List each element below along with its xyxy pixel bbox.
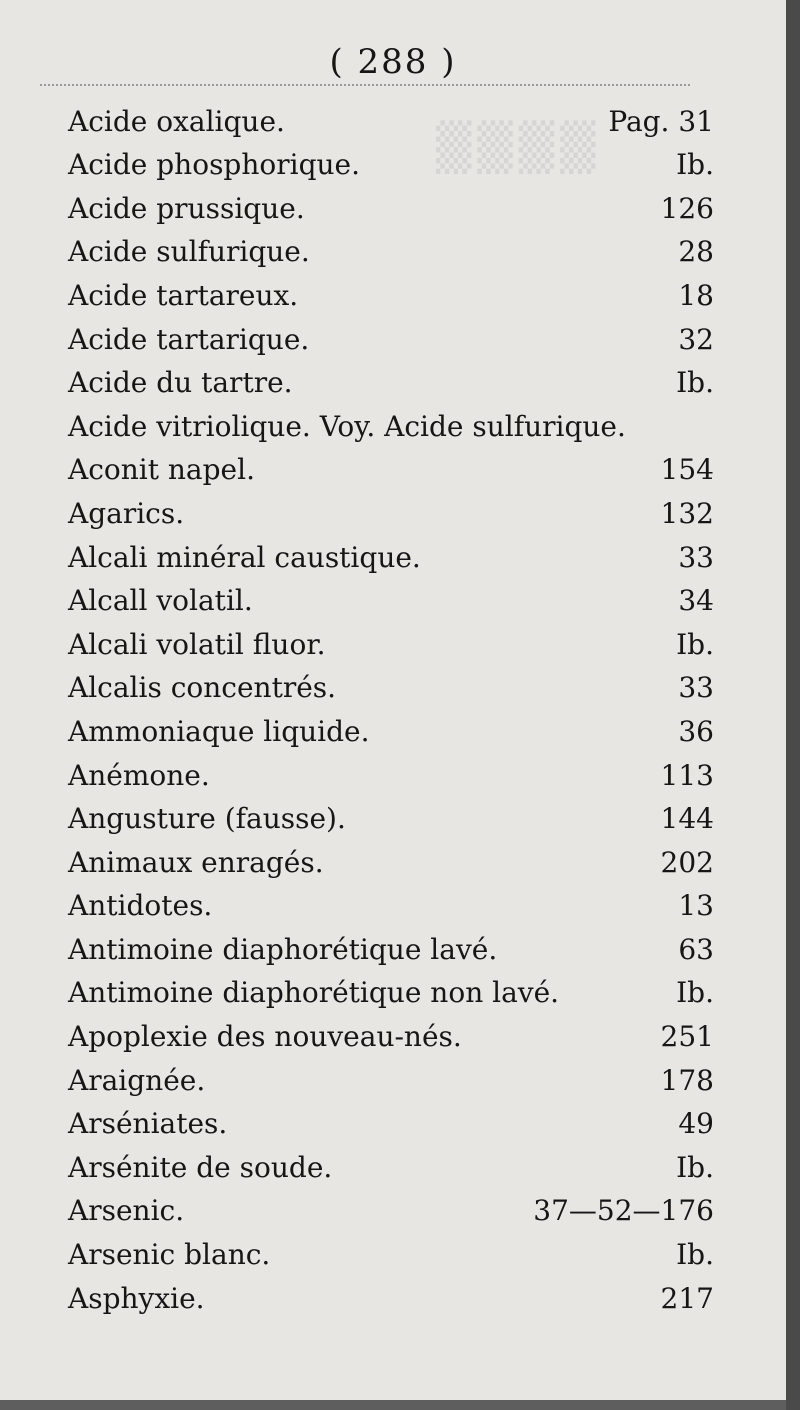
entry-term: Araignée. [68, 1063, 206, 1097]
entry-page-ref: Pag. 31 [608, 104, 714, 138]
entry-term: Agarics. [68, 496, 185, 530]
entry-term: Alcall volatil. [68, 584, 253, 618]
entry-page-ref: 154 [660, 453, 714, 487]
entry-page-ref: 251 [660, 1020, 714, 1054]
index-entry [0, 1059, 786, 1103]
entry-page-ref: 37—52—176 [533, 1194, 714, 1228]
entry-page-ref: Ib. [676, 1238, 714, 1272]
index-entry [0, 318, 786, 362]
entry-term: Arséniates. [68, 1107, 228, 1141]
entry-term: Anémone. [68, 758, 210, 792]
index-entry [0, 144, 786, 188]
entry-term: Apoplexie des nouveau-nés. [68, 1020, 462, 1054]
index-entry [0, 449, 786, 493]
index-entry [0, 1015, 786, 1059]
index-entry [0, 928, 786, 972]
entry-term: Antimoine diaphorétique non lavé. [68, 976, 560, 1010]
entry-term: Ammoniaque liquide. [68, 714, 370, 748]
entry-page-ref: Ib. [676, 1150, 714, 1184]
entry-page-ref: 18 [678, 278, 714, 312]
index-entry [0, 231, 786, 275]
entry-term: Acide tartarique. [68, 322, 310, 356]
entry-term: Acide prussique. [68, 191, 305, 225]
entry-page-ref: 28 [678, 235, 714, 269]
index-list [0, 100, 786, 1321]
entry-page-ref: 32 [678, 322, 714, 356]
entry-page-ref: 126 [660, 191, 714, 225]
entry-term: Acide tartareux. [68, 278, 299, 312]
entry-page-ref: 33 [678, 540, 714, 574]
entry-page-ref: Ib. [676, 366, 714, 400]
page-edge-shadow [786, 0, 800, 1410]
index-entry [0, 885, 786, 929]
entry-page-ref: 178 [660, 1063, 714, 1097]
entry-page-ref: 49 [678, 1107, 714, 1141]
header-rule [40, 84, 690, 86]
entry-term: Antimoine diaphorétique lavé. [68, 932, 498, 966]
index-entry [0, 492, 786, 536]
entry-term: Angusture (fausse). [68, 802, 346, 836]
entry-page-ref: 144 [660, 802, 714, 836]
index-entry [0, 972, 786, 1016]
bleed-through-decoration: ▒▒▒▒ [430, 120, 596, 174]
index-entry [0, 623, 786, 667]
index-entry [0, 1277, 786, 1321]
entry-term: Acide vitriolique. Voy. Acide sulfurique. [68, 409, 626, 443]
entry-term: Alcali minéral caustique. [68, 540, 421, 574]
entry-term: Arsenic. [68, 1194, 185, 1228]
index-entry [0, 1233, 786, 1277]
index-entry [0, 710, 786, 754]
entry-term: Alcalis concentrés. [68, 671, 337, 705]
index-entry [0, 1146, 786, 1190]
entry-page-ref: 113 [660, 758, 714, 792]
entry-term: Asphyxie. [68, 1281, 205, 1315]
index-entry [0, 1190, 786, 1234]
entry-page-ref: 33 [678, 671, 714, 705]
entry-term: Animaux enragés. [68, 845, 324, 879]
index-entry [0, 362, 786, 406]
entry-term: Arsenic blanc. [68, 1238, 271, 1272]
entry-page-ref: Ib. [676, 627, 714, 661]
entry-term: Arsénite de soude. [68, 1150, 333, 1184]
index-entry [0, 187, 786, 231]
entry-page-ref: 63 [678, 932, 714, 966]
entry-term: Acide du tartre. [68, 366, 293, 400]
index-entry [0, 841, 786, 885]
entry-page-ref: Ib. [676, 148, 714, 182]
index-entry [0, 754, 786, 798]
entry-page-ref: 202 [660, 845, 714, 879]
index-entry [0, 405, 786, 449]
entry-term: Acide phosphorique. [68, 148, 361, 182]
entry-term: Aconit napel. [68, 453, 255, 487]
entry-term: Antidotes. [68, 889, 213, 923]
entry-page-ref: Ib. [676, 976, 714, 1010]
entry-page-ref: 36 [678, 714, 714, 748]
page-number: ( 288 ) [329, 42, 457, 82]
entry-page-ref: 217 [660, 1281, 714, 1315]
index-entry [0, 274, 786, 318]
index-entry [0, 580, 786, 624]
index-entry [0, 536, 786, 580]
index-entry [0, 100, 786, 144]
index-entry [0, 667, 786, 711]
index-entry [0, 1103, 786, 1147]
entry-page-ref: 13 [678, 889, 714, 923]
entry-page-ref: 132 [660, 496, 714, 530]
entry-term: Acide sulfurique. [68, 235, 310, 269]
entry-term: Alcali volatil fluor. [68, 627, 326, 661]
index-entry [0, 798, 786, 842]
entry-term: Acide oxalique. [68, 104, 285, 138]
entry-page-ref: 34 [678, 584, 714, 618]
